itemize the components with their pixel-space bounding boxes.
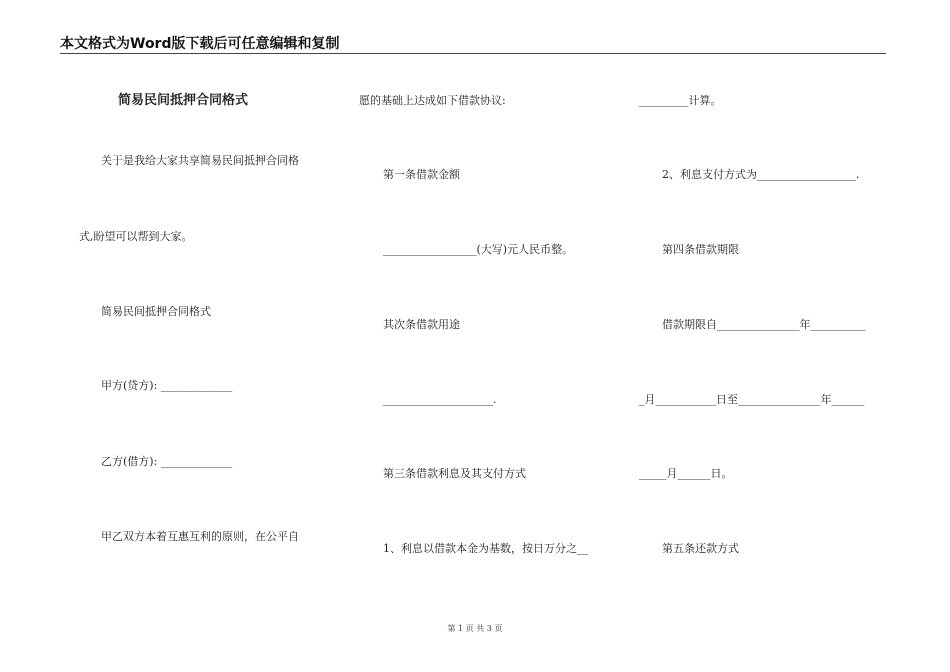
article-1-heading: 第一条借款金额 <box>383 168 460 181</box>
article-5-heading: 第五条还款方式 <box>662 542 739 555</box>
loan-amount-line: _________________(大写)元人民币整。 <box>383 243 574 256</box>
term-line-1: 借款期限自_______________年__________ <box>662 318 866 331</box>
intro-line-1: 关于是我给大家共享简易民间抵押合同格 <box>101 154 299 167</box>
party-a-line: 甲方(贷方): _____________ <box>101 379 233 392</box>
article-2-heading: 其次条借款用途 <box>383 318 460 331</box>
document-title: 简易民间抵押合同格式 <box>118 93 249 108</box>
preamble-line: 甲乙双方本着互惠互利的原则，在公平自 <box>101 530 299 543</box>
term-line-3: _____月______日。 <box>639 467 733 480</box>
interest-clause-1: 1、利息以借款本金为基数，按日万分之__ <box>383 542 588 555</box>
document-header <box>60 33 886 54</box>
article-4-heading: 第四条借款期限 <box>662 243 739 256</box>
article-3-heading: 第三条借款利息及其支付方式 <box>383 467 526 480</box>
term-line-2: _月___________日至_______________年______ <box>639 393 865 406</box>
page-number: 第 1 页 共 3 页 <box>447 624 503 633</box>
interest-clause-2: 2、利息支付方式为__________________. <box>662 168 860 181</box>
party-b-line: 乙方(借方): _____________ <box>101 455 233 468</box>
preamble-continuation: 愿的基础上达成如下借款协议: <box>359 94 506 107</box>
intro-line-2: 式,盼望可以帮到大家。 <box>79 230 193 243</box>
header-text: 本文格式为Word版下载后可任意编辑和复制 <box>60 36 340 52</box>
loan-purpose-line: ____________________. <box>383 393 497 406</box>
interest-calc-line: _________计算。 <box>639 94 722 107</box>
contract-subtitle: 简易民间抵押合同格式 <box>101 305 211 318</box>
